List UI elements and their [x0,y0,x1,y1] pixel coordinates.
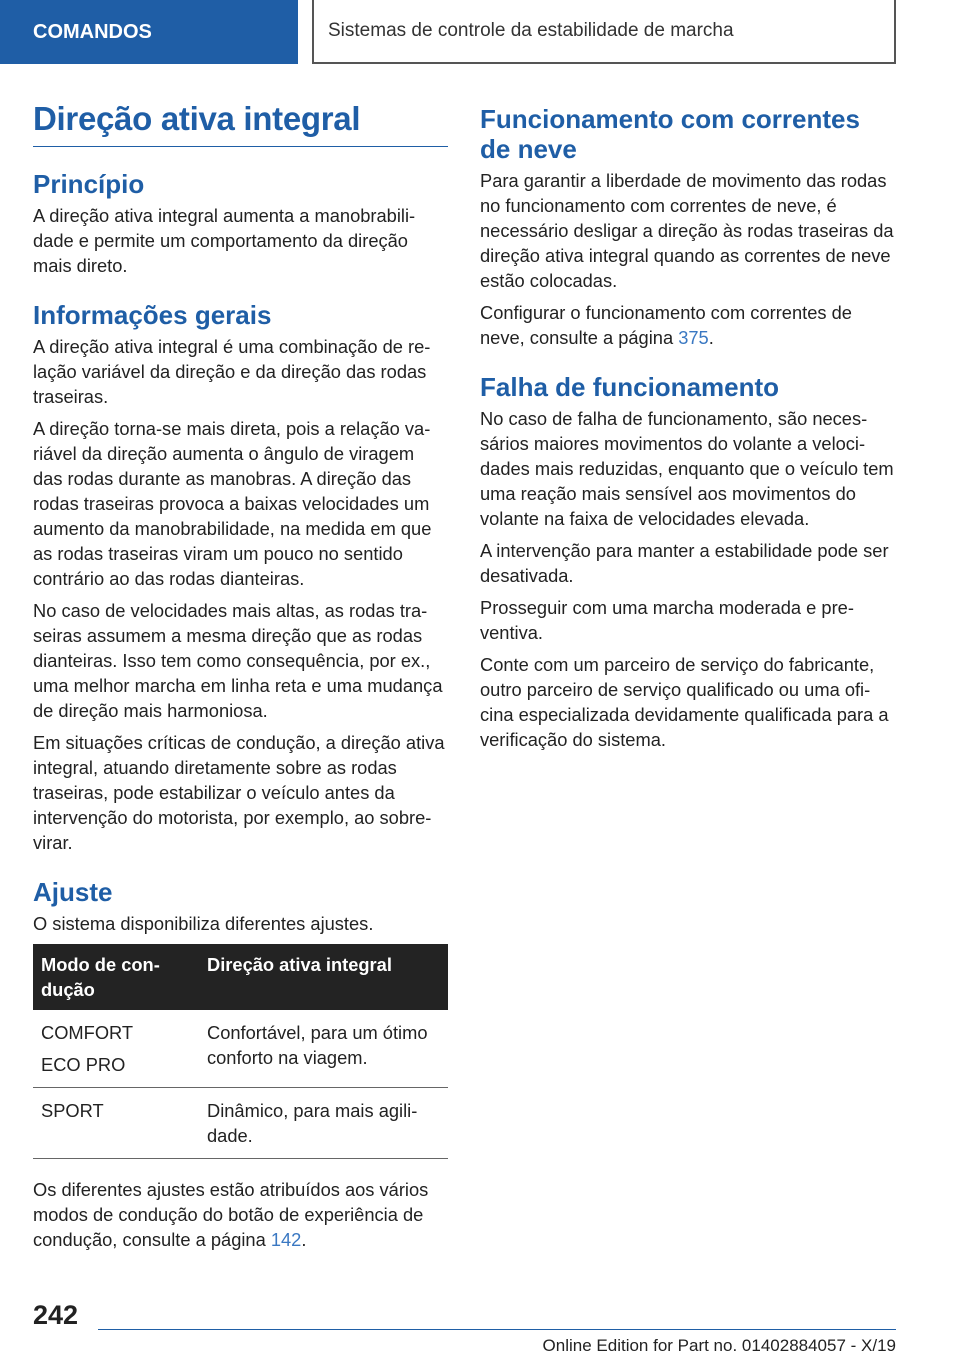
chapter-title: Sistemas de controle da estabilidade de marcha [328,20,734,41]
heading-general-info: Informações gerais [33,300,272,330]
table-row [33,1088,448,1159]
table-header-steering: Direção ativa integral [199,944,448,1010]
table-header-mode: Modo de condução [33,944,199,1010]
mode-name: SPORT [41,1100,104,1121]
paragraph: Para garantir a liberdade de movimento das rodas no funcionamento com correntes de neve, é necessário desligar a direção às rodas traseiras da direção ativa integral quando as correntes de neve estão colocadas. [480,170,894,291]
heading-malfunction: Falha de funcionamento [480,372,780,402]
paragraph-text: . [301,1229,307,1250]
paragraph: Conte com um parceiro de serviço do fabricante, outro parceiro de serviço qualificado ou uma oficina especializada devidamente qualificada para a verificação do sistema. [480,654,889,750]
heading-principle: Princípio [33,169,145,199]
drive-mode-table [33,944,448,1159]
page-reference-link[interactable]: 142 [270,1229,302,1250]
table-cell-description: Dinâmico, para mais agilidade. [199,1088,448,1159]
paragraph [480,300,895,350]
table-row [33,1010,448,1088]
table-cell-mode [33,1010,199,1088]
mode-name: ECO PRO [41,1054,126,1075]
paragraph: A intervenção para manter a estabilidade pode ser desativada. [480,540,889,586]
heading-adjust: Ajuste [33,877,113,907]
page-number: 242 [33,1300,79,1330]
paragraph-text: Configurar o funcionamento com correntes de neve, consulte a página [480,302,852,348]
footer-divider [98,1329,896,1330]
paragraph: A direção torna-se mais direta, pois a relação variável da direção aumenta o ângulo de viragem das rodas durante as manobras. A direção das rodas traseiras provoca a baixas velocidades um aumento da manobrabilidade, na medida em que as rodas traseiras viram um pouco no sentido contrário ao das rodas dianteiras. [33,418,432,589]
section-label: COMANDOS [33,20,152,43]
paragraph-text: Os diferentes ajustes estão atribuídos aos vários modos de condução do botão de experiência de condução, consulte a página [33,1179,429,1250]
paragraph: Prosseguir com uma marcha moderada e preventiva. [480,597,854,643]
page-reference-link[interactable]: 375 [678,327,709,348]
edition-note: Online Edition for Part no. 01402884057 - X/19 [542,1336,896,1355]
chapter-header [312,0,896,64]
paragraph: O sistema disponibiliza diferentes ajustes. [33,913,374,934]
paragraph: A direção ativa integral é uma combinação de relação variável da direção e da direção das rodas traseiras. [33,336,431,407]
paragraph-text: . [708,327,714,348]
heading-snow-chains: Funcionamento com correntes de neve [480,104,860,164]
paragraph: No caso de falha de funcionamento, são necessários maiores movimentos do volante a velocidades mais reduzidas, enquanto que o veículo tem uma reação mais sensível aos movimentos do volante na faixa de velocidades elevada. [480,408,894,529]
table-cell-mode [33,1088,199,1159]
paragraph [33,1177,448,1252]
paragraph: No caso de velocidades mais altas, as rodas traseiras assumem a mesma direção que as rodas dianteiras. Isso tem como consequência, por ex., uma melhor marcha em linha reta e uma mudança de direção mais harmoniosa. [33,600,443,721]
section-tab [0,0,298,64]
paragraph: A direção ativa integral aumenta a manobrabilidade e permite um comportamento da direção mais direto. [33,205,416,276]
left-column [33,100,448,1259]
right-column [480,100,895,759]
table-cell-description: Confortável, para um ótimo conforto na viagem. [199,1010,448,1088]
paragraph: Em situações críticas de condução, a direção ativa integral, atuando diretamente sobre as rodas traseiras, pode estabilizar o veículo antes da intervenção do motorista, por exemplo, ao sobrevirar. [33,732,445,853]
mode-name: COMFORT [41,1022,134,1043]
page-title: Direção ativa integral [33,100,448,147]
table-header-row [33,944,448,1010]
